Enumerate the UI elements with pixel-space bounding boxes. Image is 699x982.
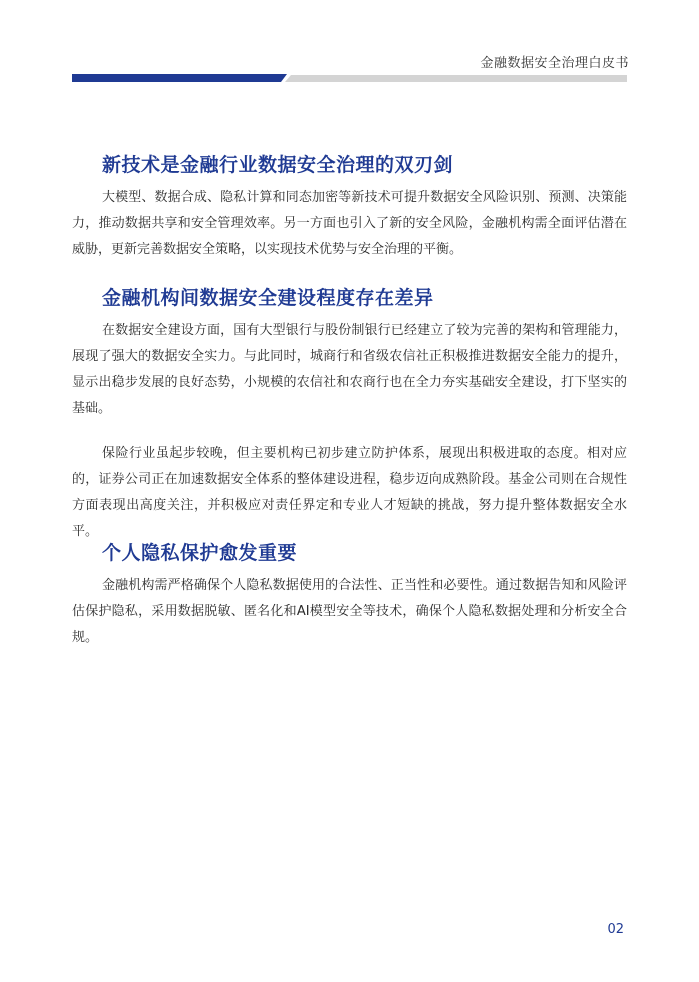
header-bar-secondary: [285, 75, 627, 82]
section-heading: 金融机构间数据安全建设程度存在差异: [102, 287, 434, 309]
section-paragraph: 保险行业虽起步较晚，但主要机构已初步建立防护体系，展现出积极进取的态度。相对应的，证券公司正在加速数据安全体系的整体建设进程，稳步迈向成熟阶段。基金公司则在合规性方面表现出高度关注，并积极应对责任界定和专业人才短缺的挑战，努力提升整体数据安全水平。: [72, 446, 627, 539]
section-heading: 新技术是金融行业数据安全治理的双刃剑: [102, 154, 454, 176]
section-dual-edged-sword: [72, 150, 627, 282]
section-paragraph: 大模型、数据合成、隐私计算和同态加密等新技术可提升数据安全风险识别、预测、决策能力，推动数据共享和安全管理效率。另一方面也引入了新的安全风险，金融机构需全面评估潜在威胁，更新完善数据安全策略，以实现技术优势与安全治理的平衡。: [72, 190, 627, 257]
section-paragraph: 在数据安全建设方面，国有大型银行与股份制银行已经建立了较为完善的架构和管理能力，展现了强大的数据安全实力。与此同时，城商行和省级农信社正积极推进数据安全能力的提升，显示出稳步发展的良好态势，小规模的农信社和农商行也在全力夯实基础安全建设，打下坚实的基础。: [72, 323, 627, 416]
page-number: 02: [607, 922, 624, 937]
section-heading: 个人隐私保护愈发重要: [102, 542, 298, 564]
section-paragraph: 金融机构需严格确保个人隐私数据使用的合法性、正当性和必要性。通过数据告知和风险评估保护隐私，采用数据脱敏、匿名化和AI模型安全等技术，确保个人隐私数据处理和分析安全合规。: [72, 578, 627, 645]
section-institution-differences: [72, 283, 627, 564]
header-bar-primary: [72, 74, 287, 82]
header-divider: [72, 74, 627, 84]
section-privacy-protection: [72, 538, 627, 670]
document-title: 金融数据安全治理白皮书: [480, 56, 629, 71]
